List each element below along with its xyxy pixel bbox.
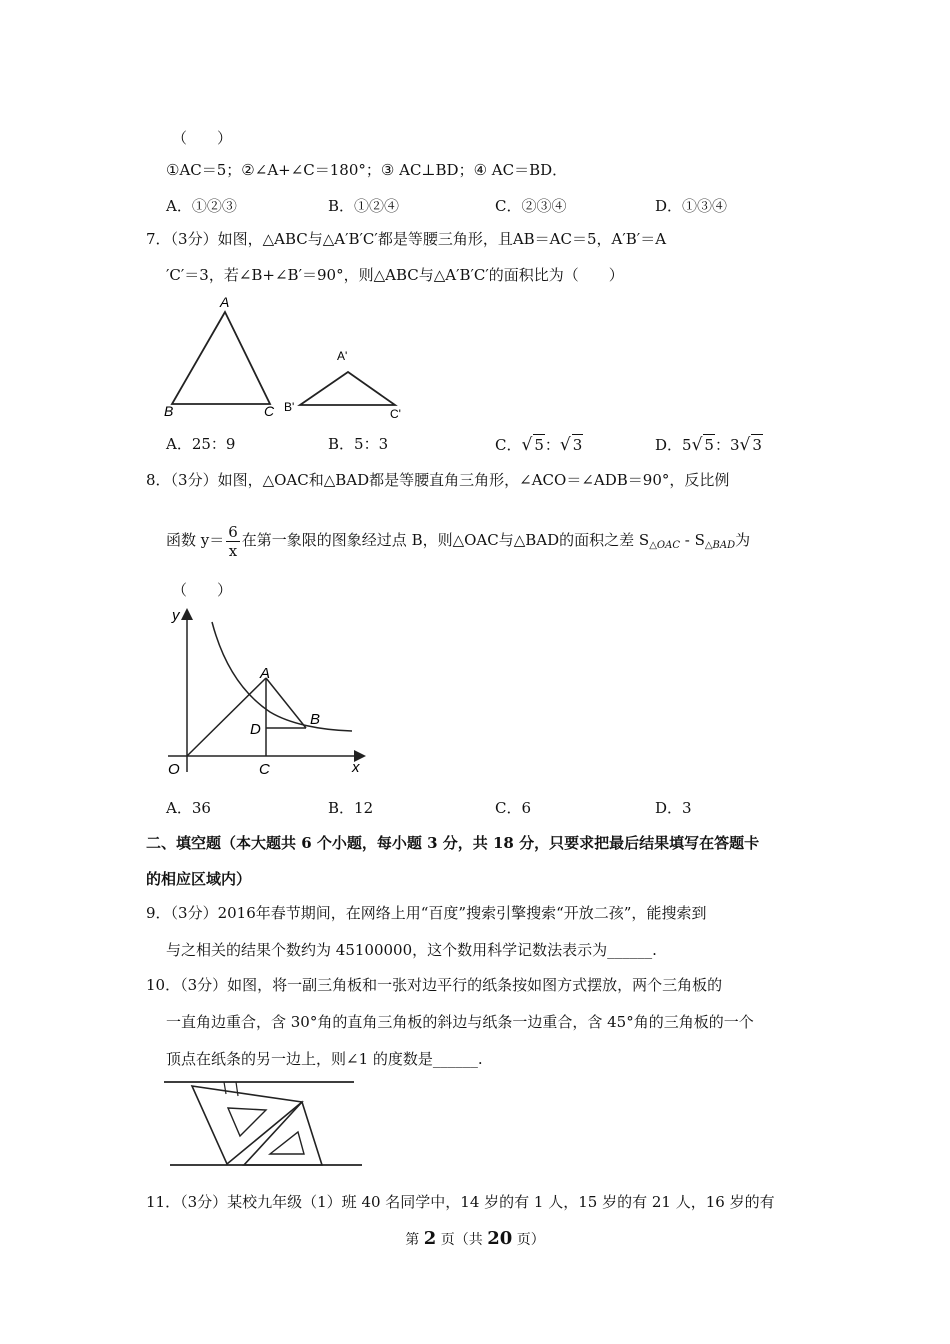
label-d: D: [250, 721, 261, 738]
q7-stem-line2: ′C′＝3，若∠B+∠B′＝90°，则△ABC与△A′B′C′的面积比为（ ）: [166, 266, 624, 284]
section2-heading-line1: 二、填空题（本大题共 6 个小题，每小题 3 分，共 18 分，只要求把最后结果填写在答题卡: [146, 834, 760, 852]
q9-stem-line1: 9．（3分）2016年春节期间，在网络上用“百度”搜索引擎搜索“开放二孩”，能搜索到: [146, 904, 707, 922]
footer-pre: 第: [405, 1232, 424, 1248]
label-x: x: [352, 759, 360, 776]
q7-option-c-sep: ：: [544, 436, 560, 454]
q7-option-c-rad1: 5: [534, 436, 544, 454]
q7-figure: [160, 292, 420, 424]
q7-stem-line1: 7．（3分）如图，△ABC与△A′B′C′都是等腰三角形，且AB＝AC＝5，A′B′＝A: [146, 230, 667, 248]
q6-paren: （ ）: [172, 129, 233, 147]
q7-option-c-rad2: 3: [572, 436, 583, 454]
footer-post: 页）: [512, 1232, 545, 1248]
q8-figure: [160, 600, 370, 780]
q8-sub2: △BAD: [704, 540, 736, 551]
label-a: A: [220, 294, 230, 310]
q7-option-c: C．√ 5：√ 3: [495, 435, 583, 455]
segment-oa: [187, 678, 266, 756]
triangle-30-inner: [228, 1108, 266, 1136]
label-b: B: [310, 711, 321, 728]
q6-option-a: A．①②③: [166, 197, 237, 215]
page-footer: [0, 1228, 950, 1249]
q7-option-d-label: D．5: [655, 436, 692, 454]
q6-option-b: B．①②④: [328, 197, 400, 215]
triangle-45-outer: [244, 1102, 322, 1165]
q8-fraction: [226, 523, 240, 560]
q8-line2-a: 函数 y＝: [166, 531, 225, 549]
label-a: A: [260, 665, 271, 682]
triangle-a1b1c1: [300, 372, 395, 405]
footer-mid: 页（共: [436, 1232, 488, 1248]
q10-stem-line3: 顶点在纸条的另一边上，则∠1 的度数是______.: [166, 1050, 483, 1068]
q6-conditions: ①AC＝5；②∠A+∠C＝180°；③ AC⊥BD；④ AC＝BD．: [166, 161, 568, 179]
q6-option-c: C．②③④: [495, 197, 567, 215]
q8-paren: （ ）: [172, 581, 233, 599]
q8-stem-line2: [166, 520, 750, 566]
q7-option-d-rad1: 5: [704, 436, 714, 454]
q8-minus: ‐ S: [679, 531, 705, 549]
q6-option-d: D．①③④: [655, 197, 728, 215]
label-c-prime: C': [390, 407, 401, 421]
q10-stem-line2: 一直角边重合，含 30°角的直角三角板的斜边与纸条一边重合，含 45°角的三角板的一个: [166, 1013, 754, 1031]
label-c: C: [259, 761, 270, 778]
q7-option-d-sep: ：3: [714, 436, 740, 454]
triangle-abc: [172, 312, 270, 404]
section2-heading-line2: 的相应区域内）: [146, 870, 252, 888]
footer-total-pages: 20: [487, 1228, 513, 1249]
label-o: O: [168, 761, 180, 778]
label-b-prime: B': [284, 400, 295, 414]
q7-option-d-rad2: 3: [752, 436, 762, 454]
q8-option-b: B．12: [328, 799, 374, 817]
triangle-45-inner: [270, 1132, 304, 1154]
right-angle-mark: [224, 1082, 226, 1094]
q8-frac-den: x: [228, 541, 238, 560]
footer-page-number: 2: [423, 1228, 437, 1249]
hyperbola-curve: [212, 622, 352, 731]
q8-option-c: C．6: [495, 799, 532, 817]
q7-option-c-label: C．: [495, 436, 522, 454]
q7-option-b: B．5：3: [328, 435, 389, 453]
q9-stem-line2: 与之相关的结果个数约为 45100000，这个数用科学记数法表示为______.: [166, 941, 657, 959]
q8-line2-c: 为: [735, 531, 751, 549]
q8-option-d: D．3: [655, 799, 692, 817]
q8-option-a: A．36: [166, 799, 211, 817]
q11-stem-line1: 11．（3分）某校九年级（1）班 40 名同学中，14 岁的有 1 人，15 岁的有 21 人，16 岁的有: [146, 1193, 775, 1211]
q10-figure: [162, 1078, 367, 1170]
q8-stem-line1: 8．（3分）如图，△OAC和△BAD都是等腰直角三角形，∠ACO＝∠ADB＝90°，反比例: [146, 471, 730, 489]
label-y: y: [172, 607, 180, 624]
q10-stem-line1: 10．（3分）如图，将一副三角板和一张对边平行的纸条按如图方式摆放，两个三角板的: [146, 976, 723, 994]
triangle-30-outer: [192, 1086, 302, 1164]
q8-frac-num: 6: [228, 522, 238, 541]
label-a-prime: A': [337, 349, 348, 363]
q7-option-d: D．5√ 5：3√ 3: [655, 435, 762, 455]
right-angle-mark-2: [236, 1082, 238, 1096]
q7-option-a: A．25：9: [166, 435, 236, 453]
label-c: C: [264, 403, 275, 419]
q8-sub1: △OAC: [649, 540, 680, 551]
q8-line2-b: 在第一象限的图象经过点 B，则△OAC与△BAD的面积之差 S: [241, 531, 650, 549]
label-b: B: [164, 403, 174, 419]
